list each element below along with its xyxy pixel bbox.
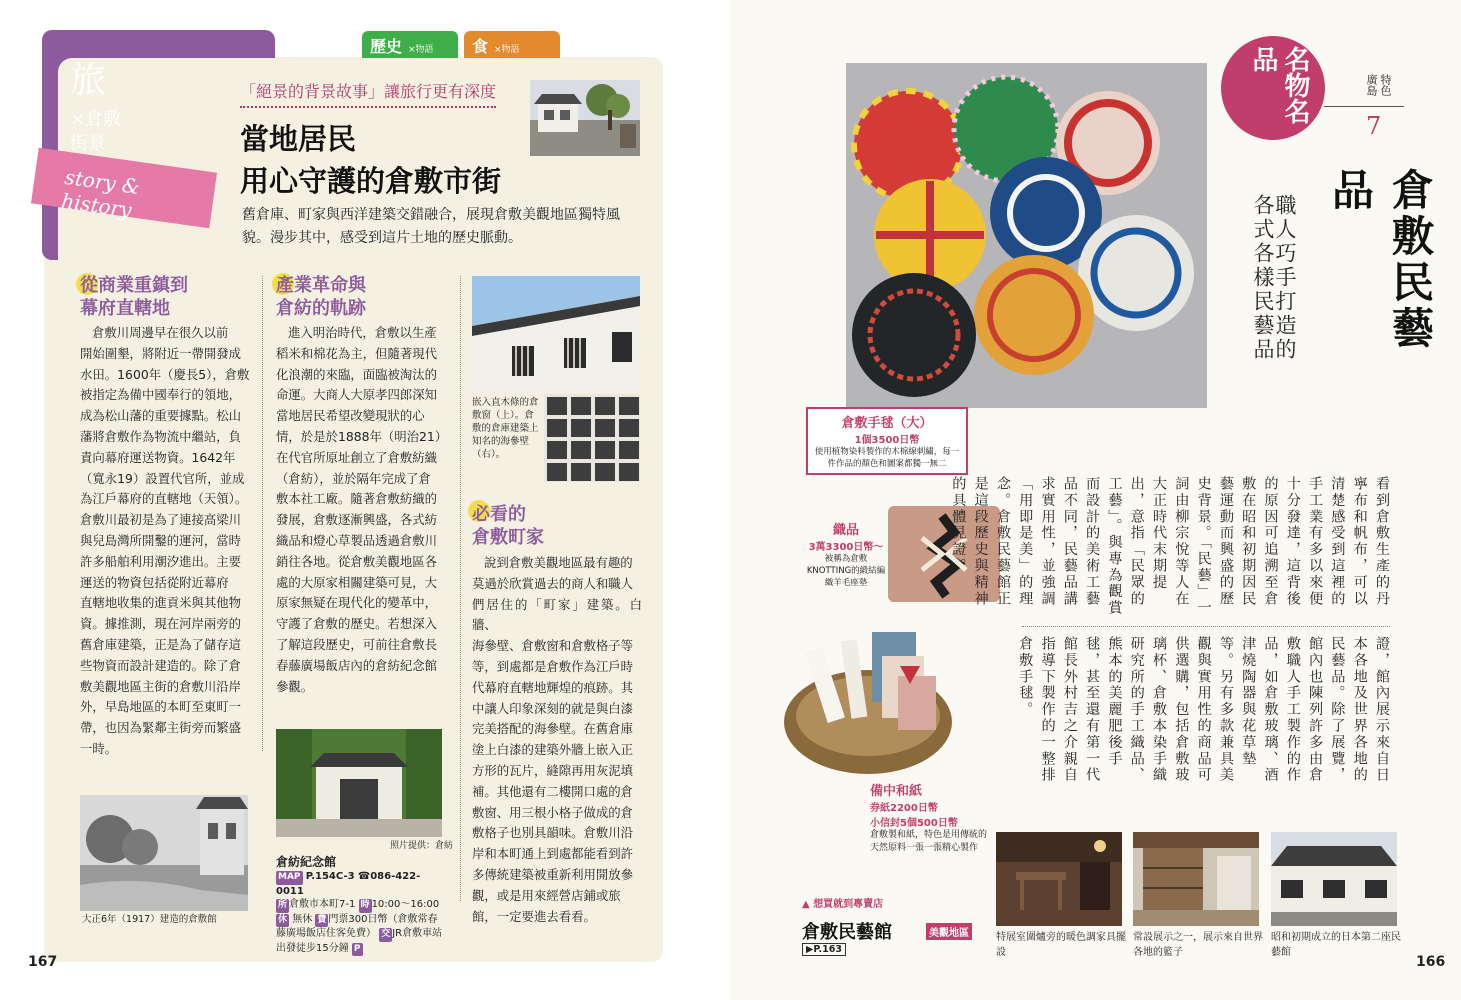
section-1-body: 倉敷川周邊早在很久以前 開始圍墾，將附近一帶開發成 水田。1600年（慶長5），倉敷 被指定為備中國奉行的領地， 成為松山藩的重要據點。松山 藩將倉敷作為物流中繼站，負 責向幕府運送物資。1642年 （寬永19）設置代官所，並成 為江戶幕府的直轄地（天領）。 倉敷川最初是為了連接高梁川 與兒島灣所開鑿的運河，當時 許多船舶利用潮汐進出。主要 運送的物資包括從附近幕府 直轄地收集的進貢米與其他物 資。據推測，現在河岸兩旁的 舊倉庫建築，正是為了儲存這 些物資而設計建造的。除了倉 敷美觀地區主街的倉敷川沿岸 外，早島地區的本町至東町一 帶，也因為緊鄰主街旁而繁盛 一時。 [80, 325, 250, 756]
photo-namako-wall [544, 394, 640, 482]
tab-food[interactable]: 食 ×物語 [464, 31, 560, 58]
temari-label [806, 407, 968, 475]
item-number: 7 [1366, 112, 1382, 140]
rug-price: 3萬3300日幣～ [808, 542, 884, 553]
caption-photo-credit: 照片提供：倉紡 [390, 841, 454, 851]
body-text-top: 看到倉敷生產的丹寧布和帆布，可以清楚感受到這裡的手工業有多以來便十分發達，這背後的原因可追溯至倉敷在昭和初期因民藝運動而興盛的歷史背景。「民藝」一詞由柳宗悅等人在大正時代末期提出，意指「民眾的工藝」。與專為觀賞而設計的美術工藝品不同，民藝品講求實用性，並強調「用即是美」的理念。倉敷民藝館正是這段歷史與精神的具體見證。 [950, 476, 1390, 617]
photo-kura-window [472, 276, 640, 392]
shop-area-tag: 美觀地區 [926, 923, 972, 940]
washi-price-2: 小信封5個500日幣 [870, 818, 958, 829]
caption-wall-photo: 嵌入直木條的倉敷窗（上）。倉敷的倉庫建築上知名的海參壁（右）。 [472, 397, 539, 460]
memorial-map-line [276, 870, 446, 898]
washi-price-1: 券紙2200日幣 [870, 803, 938, 814]
rug-desc: 被稱為倉敷KNOTTING的緞結編織羊毛座墊 [806, 554, 886, 588]
phone: ☎086-422-0011 [276, 871, 421, 897]
washi-desc: 倉敷製和紙，特色是用傳統的天然原料一張一張精心製作 [870, 830, 988, 853]
memorial-info [276, 853, 446, 956]
caption-old-photo: 大正6年（1917）建造的倉敷館 [82, 914, 217, 925]
memorial-name: 倉紡紀念館 [276, 855, 337, 869]
left-page [0, 0, 730, 1000]
shop-name: 倉敷民藝館 [802, 922, 892, 943]
caption-mingeikan-exterior: 昭和初期成立的日本第二座民藝館 [1271, 932, 1401, 958]
temari-name: 倉敷手毬（大） [841, 416, 933, 431]
section-3-heading: 必看的 倉敷町家 [472, 504, 544, 548]
caption-hearth-room: 特展室圍爐旁的暖色調家具擺設 [996, 932, 1126, 958]
tab-history[interactable]: 歷史 ×物語 [362, 31, 458, 58]
badge-rule [1324, 106, 1404, 107]
rug-name: 織品 [832, 523, 859, 538]
page-number-right: 166 [1416, 954, 1446, 970]
section-1-heading: 從商業重鎮到 幕府直轄地 [80, 275, 188, 319]
washi-label [870, 780, 990, 855]
page-ref-arrow-icon: ▶ [806, 944, 814, 955]
photo-washi-basket [782, 626, 954, 776]
main-title: 倉敷民藝品 [1326, 168, 1435, 352]
body-text-bottom: 證，館內展示來自日本各地及世界各地的民藝品。除了展覽，館內也陳列許多由倉敷職人手工製作的作品，如倉敷玻璃、酒津燒陶器與花草墊等。另有多款兼具美觀與實用性的商品可供選購，包括倉敷玻璃杯、倉敷本染手織研究所的手工織品、熊本的美麗肥後手毬，甚至還有第一代館長外村吉之介親自指導下製作的一整排倉敷手毬。 [1017, 636, 1390, 784]
main-subtitle: 職人巧手打造的各式各樣民藝品 [1251, 194, 1297, 362]
map-ref[interactable]: P.154C-3 [305, 871, 355, 882]
page-number-left: 167 [28, 954, 58, 970]
shop-bag-icon: ▲ [802, 899, 810, 910]
photo-townscape [530, 80, 640, 156]
map-badge: MAP [276, 871, 303, 885]
photo-baskets-hall [1133, 832, 1259, 926]
column-divider [262, 276, 263, 751]
caption-baskets-hall: 常設展示之一，展示來自世界各地的籃子 [1133, 932, 1263, 958]
photo-temari [846, 63, 1207, 408]
photo-hearth-room [996, 832, 1122, 926]
photo-old-kurashiki-hall [80, 795, 248, 911]
story-history-banner: story & history [31, 148, 217, 229]
rug-label [804, 519, 888, 589]
kicker: 「絕景的背景故事」讓旅行更有深度 [240, 79, 496, 108]
body-divider [1022, 626, 1390, 627]
section-3-body: 說到倉敷美觀地區最有趣的 莫過於欣賞過去的商人和職人 們居住的「町家」建築。白牆、 海參壁、倉敷窗和倉敷格子等 等，到處都是倉敷作為江戶時 代幕府直轄地輝煌的痕跡。其 中讓人印象深刻的就是與白漆 完美搭配的海參壁。在舊倉庫 塗上白漆的建築外牆上嵌入正 方形的瓦片，縫隙再用灰泥填 補。其他還有二樓開口處的倉 敷窗、用三根小格子做成的倉 敷格子也別具韻味。倉敷川沿 岸和本町通上到處都能看到許 多傳統建築被重新利用開放參 觀，或是用來經營店鋪或旅 館，一定要進去看看。 [472, 555, 642, 924]
section-2-body: 進入明治時代，倉敷以生產 稻米和棉花為主，但隨著現代 化浪潮的來臨，面臨被淘汰的 命運。大商人大原孝四郎深知 當地居民希望改變現狀的心 情，於是於1888年（明治21） 在代官所原址創立了倉敷紡織 （倉紡），並於隔年完成了倉 敷本社工廠。隨著倉敷紡織的 發展，倉敷逐漸興盛，各式紡 織品和燈心草製品透過倉敷川 銷往各地。從倉敷美觀地區各 處的大原家相關建築可見，大 原家無疑在現代化的變革中， 守護了倉敷的歷史。若想深入 了解這段歷史，可前往倉敷長 春藤廣場飯店內的倉紡紀念館 參觀。 [276, 325, 448, 694]
memorial-details: 所 倉敷市本町7-1 時 10:00～16:00 休 無休 費 門票300日幣（倉敷常春藤廣場飯店住客免費） 交 JR倉敷車站出發徒步15分鐘 P [276, 898, 446, 956]
washi-name: 備中和紙 [870, 784, 923, 799]
temari-desc: 使用植物染料製作的木棉線刺繡，每一件作品的顏色和圖案都獨一無二 [814, 447, 960, 469]
right-page [730, 0, 1461, 1000]
temari-price: 1個3500日幣 [854, 435, 920, 446]
photo-kurabo-memorial [276, 729, 442, 837]
column-divider [460, 276, 461, 901]
section-2-heading: 產業革命與 倉紡的軌跡 [276, 275, 366, 319]
meibutsu-badge: 名物名品 [1221, 36, 1325, 140]
page-title: 當地居民 用心守護的倉敷市街 [240, 122, 502, 198]
photo-mingeikan-exterior [1271, 832, 1397, 926]
region-label: 特色廣島 [1365, 74, 1392, 96]
shop-prompt: ▲ 想買就到專賣店 [802, 899, 884, 910]
shop-page-ref[interactable]: ▶P.163 [802, 943, 846, 956]
lead-text: 舊倉庫、町家與西洋建築交錯融合，展現倉敷美觀地區獨特風貌。漫步其中，感受到這片土地的歷史脈動。 [242, 207, 620, 246]
series-title: 旅 [70, 60, 107, 101]
series-subtitle: ×倉敷街景 [70, 109, 122, 154]
